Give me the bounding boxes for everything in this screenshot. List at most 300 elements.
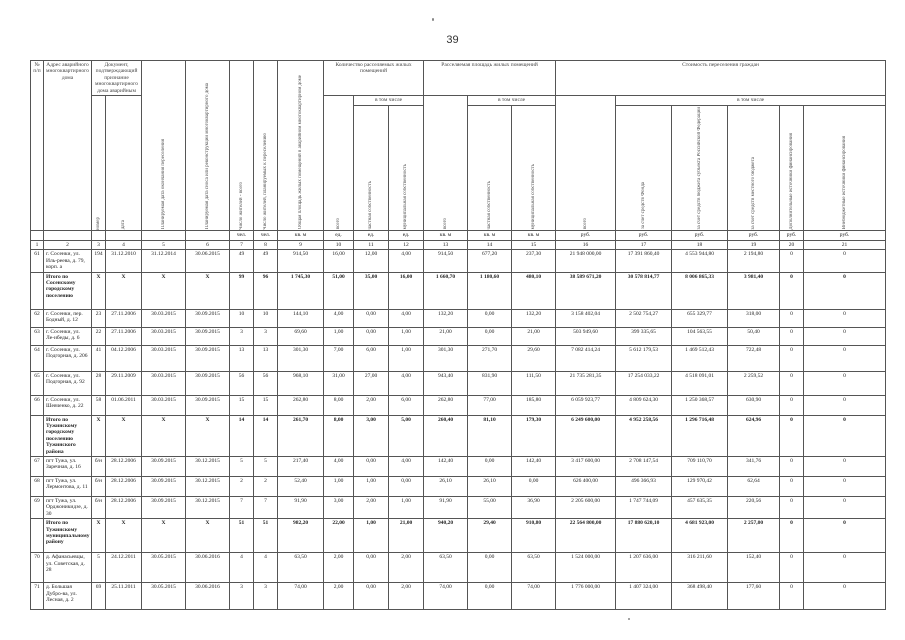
- address-cell: Итого по Сосенскому городскому поселению: [44, 272, 92, 309]
- value-cell: 8,00: [324, 415, 354, 456]
- value-cell: 6,00: [389, 395, 424, 415]
- address-cell: Итого по Тужинскому муниципальному району: [44, 519, 92, 553]
- value-cell: 982,20: [278, 519, 324, 553]
- value-cell: 24.12.2011: [106, 553, 142, 583]
- row-number-cell: 70: [31, 553, 44, 583]
- value-cell: 0: [780, 309, 804, 327]
- column-number: 3: [92, 240, 106, 249]
- value-cell: X: [106, 519, 142, 553]
- column-number: 11: [354, 240, 389, 249]
- column-number: 17: [616, 240, 672, 249]
- unit-cell: ед.: [354, 231, 389, 240]
- value-cell: 4 681 923,00: [672, 519, 728, 553]
- value-cell: 4,00: [389, 309, 424, 327]
- value-cell: 17 391 860,40: [616, 250, 672, 272]
- value-cell: 63,50: [512, 553, 556, 583]
- unit-cell: кв. м: [424, 231, 468, 240]
- unit-cell: кв. м: [468, 231, 512, 240]
- value-cell: 261,70: [278, 415, 324, 456]
- address-cell: пгт Тужа, ул. Орджоникидзе, д. 30: [44, 496, 92, 518]
- address-cell: пгт Тужа, ул. Лермонтова, д. 11: [44, 476, 92, 496]
- value-cell: 262,80: [424, 395, 468, 415]
- table-row: [31, 371, 886, 395]
- value-cell: 1,00: [324, 327, 354, 345]
- value-cell: 0: [780, 250, 804, 272]
- value-cell: 1 407 324,00: [616, 583, 672, 610]
- value-cell: 3: [230, 327, 254, 345]
- value-cell: 2,00: [354, 395, 389, 415]
- value-cell: 152,40: [728, 553, 780, 583]
- value-cell: 30.12.2015: [186, 496, 230, 518]
- value-cell: X: [92, 272, 106, 309]
- value-cell: 56: [254, 371, 278, 395]
- value-cell: 968,10: [278, 371, 324, 395]
- unit-cell: руб.: [672, 231, 728, 240]
- value-cell: 0: [804, 476, 886, 496]
- value-cell: 69,60: [278, 327, 324, 345]
- header-regional: за счет средств бюджета субъекта Российской Федерации: [672, 106, 728, 231]
- row-number-cell: 65: [31, 371, 44, 395]
- value-cell: 01.06.2011: [106, 395, 142, 415]
- value-cell: X: [186, 519, 230, 553]
- value-cell: 4: [254, 553, 278, 583]
- value-cell: 0: [780, 395, 804, 415]
- value-cell: 15: [254, 395, 278, 415]
- value-cell: 81,10: [468, 415, 512, 456]
- column-number: 21: [804, 240, 886, 249]
- value-cell: 3,00: [354, 415, 389, 456]
- value-cell: 0: [780, 371, 804, 395]
- value-cell: 91,90: [424, 496, 468, 518]
- units-spacer: [106, 231, 142, 240]
- value-cell: 26,10: [424, 476, 468, 496]
- unit-cell: кв. м: [278, 231, 324, 240]
- value-cell: 0,00: [468, 583, 512, 610]
- table-row: [31, 583, 886, 610]
- value-cell: 30.09.2015: [142, 496, 186, 518]
- table-row: [31, 345, 886, 371]
- value-cell: 5: [254, 456, 278, 476]
- column-number: 14: [468, 240, 512, 249]
- page-number: 39: [446, 34, 459, 46]
- value-cell: 1,00: [389, 327, 424, 345]
- value-cell: 21,00: [512, 327, 556, 345]
- value-cell: 316 211,60: [672, 553, 728, 583]
- unit-cell: чел.: [254, 231, 278, 240]
- header-resettle-area: Расселяемая площадь жилых помещений: [424, 61, 556, 96]
- value-cell: 30.12.2015: [186, 476, 230, 496]
- header-extra: Дополнительные источники финансирования: [780, 106, 804, 231]
- column-number: 12: [389, 240, 424, 249]
- value-cell: 0: [780, 519, 804, 553]
- value-cell: 21 735 281,35: [556, 371, 616, 395]
- row-number-cell: 63: [31, 327, 44, 345]
- value-cell: 142,40: [424, 456, 468, 476]
- value-cell: 0: [804, 553, 886, 583]
- value-cell: 74,00: [424, 583, 468, 610]
- value-cell: 0,00: [354, 456, 389, 476]
- value-cell: 480,10: [512, 272, 556, 309]
- value-cell: 29.11.2009: [106, 371, 142, 395]
- value-cell: 914,50: [278, 250, 324, 272]
- value-cell: 51,00: [324, 272, 354, 309]
- value-cell: 28.12.2006: [106, 456, 142, 476]
- column-number: 18: [672, 240, 728, 249]
- address-cell: г. Сосенки, ул. Подгорная, д. 206: [44, 345, 92, 371]
- value-cell: 341,76: [728, 456, 780, 476]
- value-cell: 13: [230, 345, 254, 371]
- value-cell: 16,00: [389, 272, 424, 309]
- value-cell: 51: [254, 519, 278, 553]
- address-cell: г. Сосенки, ул. Подгорная, д. 92: [44, 371, 92, 395]
- table-row: [31, 496, 886, 518]
- value-cell: 31.12.2010: [106, 250, 142, 272]
- value-cell: 4 518 091,01: [672, 371, 728, 395]
- value-cell: 12,00: [354, 250, 389, 272]
- value-cell: X: [142, 519, 186, 553]
- header-planned-demolition: Планируемая дата сноса или реконструкции многоквартирного дома: [186, 61, 230, 231]
- total-row: [31, 272, 886, 309]
- value-cell: 0: [780, 327, 804, 345]
- value-cell: 28: [92, 371, 106, 395]
- value-cell: 30.06.2016: [186, 583, 230, 610]
- value-cell: 1 747 744,09: [616, 496, 672, 518]
- address-cell: Итого по Тужинскому городскому поселению Тужинского района: [44, 415, 92, 456]
- value-cell: 26,10: [468, 476, 512, 496]
- value-cell: 144,10: [278, 309, 324, 327]
- value-cell: 51: [230, 519, 254, 553]
- value-cell: 0: [780, 553, 804, 583]
- column-number: 15: [512, 240, 556, 249]
- value-cell: 1,00: [324, 476, 354, 496]
- value-cell: 6,00: [354, 345, 389, 371]
- header-resettlement-cost: Стоимость переселения граждан: [556, 61, 886, 96]
- value-cell: 0: [804, 371, 886, 395]
- value-cell: 624,96: [728, 415, 780, 456]
- unit-cell: чел.: [230, 231, 254, 240]
- value-cell: 30.06.2015: [186, 250, 230, 272]
- value-cell: 677,20: [468, 250, 512, 272]
- table-row: [31, 476, 886, 496]
- value-cell: 910,80: [512, 519, 556, 553]
- value-cell: 77,00: [468, 395, 512, 415]
- value-cell: 13: [254, 345, 278, 371]
- header-document: Документ, подтверждающий признание многоквартирного дома аварийным: [92, 61, 142, 96]
- column-number: 4: [106, 240, 142, 249]
- value-cell: 943,40: [424, 371, 468, 395]
- unit-cell: руб.: [556, 231, 616, 240]
- address-cell: г. Сосенки, ул. Шевченко, д. 22: [44, 395, 92, 415]
- value-cell: 1,00: [389, 496, 424, 518]
- table-row: [31, 456, 886, 476]
- header-rooms-total: всего: [324, 96, 354, 231]
- value-cell: 17 880 620,10: [616, 519, 672, 553]
- unit-cell: кв. м: [512, 231, 556, 240]
- units-spacer: [92, 231, 106, 240]
- total-row: [31, 415, 886, 456]
- value-cell: 96: [254, 272, 278, 309]
- value-cell: 35,00: [354, 272, 389, 309]
- header-planned-resettlement: Планируемая дата окончания переселения: [142, 61, 186, 231]
- column-number: 10: [324, 240, 354, 249]
- value-cell: 91,90: [278, 496, 324, 518]
- value-cell: 2 708 147,54: [616, 456, 672, 476]
- value-cell: 0: [804, 415, 886, 456]
- unit-cell: руб.: [780, 231, 804, 240]
- value-cell: 8,00: [324, 395, 354, 415]
- value-cell: 30.03.2015: [142, 395, 186, 415]
- value-cell: 271,70: [468, 345, 512, 371]
- table-row: [31, 553, 886, 583]
- value-cell: 0,00: [468, 327, 512, 345]
- table-row: [31, 327, 886, 345]
- value-cell: 0: [780, 345, 804, 371]
- value-cell: 0: [804, 345, 886, 371]
- table-row: [31, 395, 886, 415]
- value-cell: X: [106, 272, 142, 309]
- value-cell: 0: [804, 456, 886, 476]
- value-cell: 5 612 179,53: [616, 345, 672, 371]
- header-area-total: Общая площадь жилых помещений в аварийном многоквартирном доме: [278, 61, 324, 231]
- value-cell: 2 502 754,27: [616, 309, 672, 327]
- value-cell: 30.03.2015: [142, 371, 186, 395]
- value-cell: 2,00: [354, 496, 389, 518]
- value-cell: 0,00: [468, 553, 512, 583]
- value-cell: X: [142, 272, 186, 309]
- value-cell: 15: [230, 395, 254, 415]
- value-cell: 179,30: [512, 415, 556, 456]
- value-cell: 626 400,00: [556, 476, 616, 496]
- value-cell: 2: [254, 476, 278, 496]
- value-cell: 22,00: [324, 519, 354, 553]
- value-cell: 30.09.2015: [186, 395, 230, 415]
- header-local: за счет средств местного бюджета: [728, 106, 780, 231]
- value-cell: 194: [92, 250, 106, 272]
- value-cell: 2,00: [324, 553, 354, 583]
- value-cell: 4 553 944,80: [672, 250, 728, 272]
- value-cell: 22 564 800,00: [556, 519, 616, 553]
- value-cell: 0: [780, 496, 804, 518]
- value-cell: 21,00: [389, 519, 424, 553]
- value-cell: 29,40: [468, 519, 512, 553]
- value-cell: 30.12.2015: [186, 456, 230, 476]
- row-number-cell: [31, 415, 44, 456]
- table-row: [31, 309, 886, 327]
- value-cell: 185,80: [512, 395, 556, 415]
- value-cell: 52,40: [278, 476, 324, 496]
- row-number-cell: 69: [31, 496, 44, 518]
- value-cell: 1 745,30: [278, 272, 324, 309]
- value-cell: 41: [92, 345, 106, 371]
- value-cell: 31.12.2014: [142, 250, 186, 272]
- column-number: 13: [424, 240, 468, 249]
- header-cost-total: всего: [556, 96, 616, 231]
- value-cell: 36,90: [512, 496, 556, 518]
- value-cell: 3 981,40: [728, 272, 780, 309]
- header-municipal: муниципальная собственность: [389, 106, 424, 231]
- value-cell: 30.06.2016: [186, 553, 230, 583]
- value-cell: 7: [254, 496, 278, 518]
- value-cell: 260,40: [424, 415, 468, 456]
- value-cell: 0: [804, 583, 886, 610]
- value-cell: 709 110,70: [672, 456, 728, 476]
- value-cell: 49: [254, 250, 278, 272]
- value-cell: 0: [804, 309, 886, 327]
- value-cell: 55,00: [468, 496, 512, 518]
- value-cell: 940,20: [424, 519, 468, 553]
- value-cell: 7 082 414,24: [556, 345, 616, 371]
- header-area-total-2: всего: [424, 96, 468, 231]
- value-cell: 2,00: [389, 553, 424, 583]
- unit-cell: руб.: [728, 231, 780, 240]
- header-address: Адрес аварийного многоквартирного дома: [44, 61, 92, 231]
- value-cell: 5: [92, 553, 106, 583]
- value-cell: 10: [230, 309, 254, 327]
- value-cell: 4,00: [389, 371, 424, 395]
- value-cell: 2 205 600,00: [556, 496, 616, 518]
- value-cell: 0: [804, 272, 886, 309]
- row-number-cell: 68: [31, 476, 44, 496]
- address-cell: г. Сосенки, ул. Ле-ибеды, д. 6: [44, 327, 92, 345]
- header-including-3: в том числе: [616, 96, 886, 106]
- value-cell: 142,40: [512, 456, 556, 476]
- value-cell: 30.09.2015: [142, 476, 186, 496]
- value-cell: 1 296 716,48: [672, 415, 728, 456]
- value-cell: 3 417 600,00: [556, 456, 616, 476]
- value-cell: 0: [780, 272, 804, 309]
- value-cell: 262,80: [278, 395, 324, 415]
- value-cell: 630,90: [728, 395, 780, 415]
- value-cell: 0,00: [354, 583, 389, 610]
- value-cell: 1 207 636,00: [616, 553, 672, 583]
- value-cell: 69: [92, 583, 106, 610]
- value-cell: 0: [804, 395, 886, 415]
- value-cell: 368 498,40: [672, 583, 728, 610]
- value-cell: 2: [230, 476, 254, 496]
- unit-cell: ед.: [324, 231, 354, 240]
- value-cell: 74,00: [278, 583, 324, 610]
- unit-cell: ед.: [389, 231, 424, 240]
- column-number: 16: [556, 240, 616, 249]
- value-cell: 457 635,35: [672, 496, 728, 518]
- value-cell: 831,90: [468, 371, 512, 395]
- value-cell: X: [186, 272, 230, 309]
- value-cell: 30.09.2015: [186, 371, 230, 395]
- value-cell: 1 776 000,00: [556, 583, 616, 610]
- value-cell: 220,56: [728, 496, 780, 518]
- value-cell: 3 158 402,04: [556, 309, 616, 327]
- value-cell: 496 366,93: [616, 476, 672, 496]
- value-cell: 4 952 258,56: [616, 415, 672, 456]
- value-cell: 132,20: [512, 309, 556, 327]
- header-municipal-area: муниципальная собственность: [512, 106, 556, 231]
- row-number-cell: 66: [31, 395, 44, 415]
- address-cell: пгт Тужа, ул. Заречная, д. 16: [44, 456, 92, 476]
- value-cell: 30.09.2015: [142, 456, 186, 476]
- value-cell: 30 578 814,77: [616, 272, 672, 309]
- header-residents-total: Число жителей - всего: [230, 61, 254, 231]
- value-cell: 318,00: [728, 309, 780, 327]
- value-cell: 29,60: [512, 345, 556, 371]
- row-number-cell: 71: [31, 583, 44, 610]
- row-number-cell: 61: [31, 250, 44, 272]
- value-cell: 111,50: [512, 371, 556, 395]
- value-cell: 23: [92, 309, 106, 327]
- value-cell: 0: [804, 250, 886, 272]
- value-cell: 1 250 368,57: [672, 395, 728, 415]
- column-number: 5: [142, 240, 186, 249]
- unit-cell: руб.: [616, 231, 672, 240]
- header-rooms-count: Количество расселяемых жилых помещений: [324, 61, 424, 96]
- units-spacer: [31, 231, 44, 240]
- value-cell: 10: [254, 309, 278, 327]
- value-cell: 27,00: [354, 371, 389, 395]
- value-cell: 0,00: [468, 456, 512, 476]
- value-cell: 655 329,77: [672, 309, 728, 327]
- value-cell: 0,00: [354, 327, 389, 345]
- value-cell: X: [142, 415, 186, 456]
- value-cell: 74,00: [512, 583, 556, 610]
- value-cell: 31,00: [324, 371, 354, 395]
- value-cell: 56: [230, 371, 254, 395]
- value-cell: 132,20: [424, 309, 468, 327]
- column-number: 7: [230, 240, 254, 249]
- value-cell: 04.12.2006: [106, 345, 142, 371]
- column-number: 1: [31, 240, 44, 249]
- header-doc-number: номер: [92, 96, 106, 231]
- value-cell: 301,30: [278, 345, 324, 371]
- value-cell: 3: [254, 327, 278, 345]
- value-cell: 3,00: [324, 496, 354, 518]
- scan-mark: [432, 18, 434, 21]
- value-cell: 0,00: [512, 476, 556, 496]
- value-cell: 217,40: [278, 456, 324, 476]
- value-cell: 3: [230, 583, 254, 610]
- value-cell: 14: [254, 415, 278, 456]
- header-private: частная собственность: [354, 106, 389, 231]
- column-number: 9: [278, 240, 324, 249]
- header-including-1: в том числе: [354, 96, 424, 106]
- value-cell: X: [92, 415, 106, 456]
- value-cell: 28.12.2006: [106, 496, 142, 518]
- value-cell: 16,00: [324, 250, 354, 272]
- value-cell: 30.09.2015: [186, 345, 230, 371]
- header-extra2: Внебюджетные источники финансирования: [804, 106, 886, 231]
- address-cell: г. Сосенки, ул. Иль-реева, д. 79, корп. а: [44, 250, 92, 272]
- value-cell: 104 563,55: [672, 327, 728, 345]
- header-including-2: в том числе: [468, 96, 556, 106]
- value-cell: 0: [804, 496, 886, 518]
- value-cell: 2 259,52: [728, 371, 780, 395]
- address-cell: д. Большая Дубро-ва, ул. Лесная, д. 2: [44, 583, 92, 610]
- value-cell: 1 524 000,00: [556, 553, 616, 583]
- value-cell: 63,50: [424, 553, 468, 583]
- value-cell: 4,00: [324, 456, 354, 476]
- table-row: [31, 250, 886, 272]
- value-cell: X: [106, 415, 142, 456]
- value-cell: 3: [254, 583, 278, 610]
- column-number: 19: [728, 240, 780, 249]
- value-cell: б/н: [92, 496, 106, 518]
- value-cell: 2 257,00: [728, 519, 780, 553]
- value-cell: 62,64: [728, 476, 780, 496]
- value-cell: 0,00: [468, 309, 512, 327]
- address-cell: д. Афанасьевцы, ул. Советская, д. 28: [44, 553, 92, 583]
- units-spacer: [186, 231, 230, 240]
- header-doc-date: дата: [106, 96, 142, 231]
- value-cell: 237,30: [512, 250, 556, 272]
- resettlement-table: [30, 60, 886, 610]
